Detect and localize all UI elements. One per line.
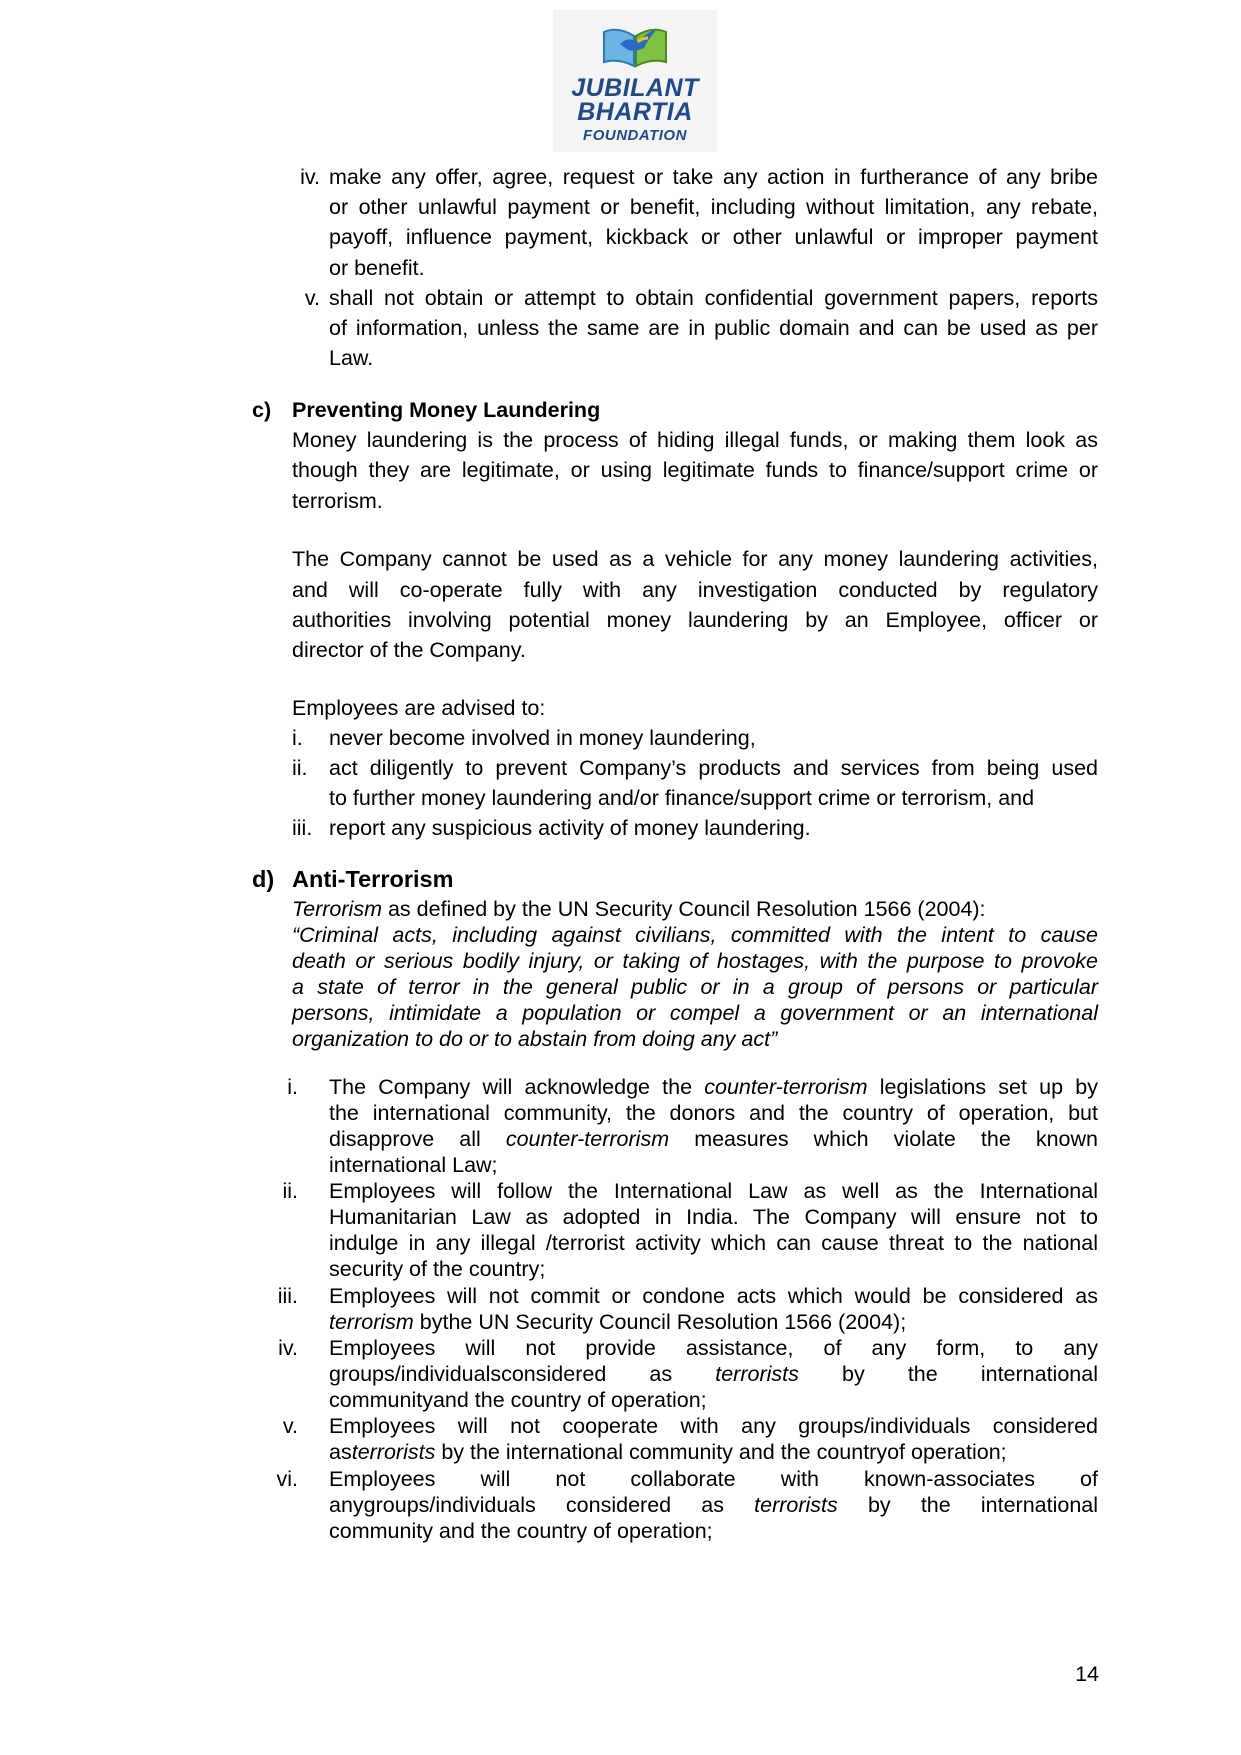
- list-item-line: [329, 1075, 1098, 1100]
- quote-line: a state of terror in the general public or in a group of persons or particular: [292, 975, 1098, 999]
- text-run: The Company will acknowledge the: [329, 1075, 705, 1099]
- text-run: measures which violate the known: [669, 1127, 1099, 1151]
- list-item-line: Employees will not commit or condone acts which would be considered as: [329, 1284, 1098, 1308]
- list-number: iv.: [300, 165, 320, 189]
- text-run: disapprove all: [329, 1127, 506, 1151]
- defined-term: Terrorism: [292, 897, 382, 921]
- list-item-line: shall not obtain or attempt to obtain confidential government papers, reports: [329, 286, 1098, 310]
- list-item-line: security of the country;: [329, 1257, 546, 1281]
- book-bird-emblem-icon: [598, 22, 672, 72]
- section-title: Anti-Terrorism: [292, 866, 454, 892]
- foundation-logo: [553, 10, 717, 152]
- list-item-line: report any suspicious activity of money laundering.: [329, 816, 811, 840]
- list-item-line: international Law;: [329, 1153, 498, 1177]
- paragraph-line: Money laundering is the process of hiding illegal funds, or making them look as: [292, 428, 1098, 452]
- text-run: by the international community and the countryof operation;: [435, 1440, 1007, 1464]
- list-number: i.: [287, 1075, 298, 1099]
- definition-source: as defined by the UN Security Council Resolution 1566 (2004):: [382, 897, 986, 921]
- quote-line: organization to do or to abstain from doing any act”: [292, 1027, 778, 1051]
- emphasis-run: counter-terrorism: [505, 1127, 670, 1151]
- logo-line-3: FOUNDATION: [583, 127, 687, 144]
- list-number: ii.: [282, 1179, 298, 1203]
- list-item-line: of information, unless the same are in public domain and can be used as per: [329, 316, 1098, 340]
- list-number: vi.: [276, 1467, 298, 1491]
- list-item-line: [329, 1127, 1098, 1152]
- list-item-line: Employees will not cooperate with any groups/individuals considered: [329, 1414, 1098, 1438]
- paragraph-line: and will co-operate fully with any investigation conducted by regulatory: [292, 578, 1098, 602]
- quote-line: “Criminal acts, including against civilians, committed with the intent to cause: [292, 923, 1098, 947]
- list-item-line: act diligently to prevent Company’s products and services from being used: [329, 756, 1098, 780]
- text-run: by the international: [798, 1362, 1098, 1386]
- list-number: iii.: [277, 1284, 298, 1308]
- logo-line-2: BHARTIA: [577, 98, 693, 126]
- paragraph-line: Employees are advised to:: [292, 696, 546, 720]
- list-item-line: or other unlawful payment or benefit, including without limitation, any rebate,: [329, 195, 1098, 219]
- list-number: ii.: [292, 756, 308, 780]
- list-item-line: to further money laundering and/or finance/support crime or terrorism, and: [329, 786, 1035, 810]
- list-item-line: Law.: [329, 346, 374, 370]
- text-run: bythe UN Security Council Resolution 1566 (2004);: [413, 1310, 907, 1334]
- text-run: by the international: [837, 1493, 1099, 1517]
- emphasis-run: terrorists: [754, 1493, 838, 1517]
- definition-line: [292, 897, 986, 922]
- list-item-line: communityand the country of operation;: [329, 1388, 707, 1412]
- list-item-line: [329, 1362, 1098, 1387]
- list-number: iv.: [278, 1336, 298, 1360]
- quote-line: persons, intimidate a population or compel a government or an international: [292, 1001, 1098, 1025]
- list-item-line: [329, 1310, 906, 1335]
- quote-line: death or serious bodily injury, or taking of hostages, with the purpose to provoke: [292, 949, 1098, 973]
- section-label: c): [252, 398, 272, 422]
- paragraph-line: authorities involving potential money laundering by an Employee, officer or: [292, 608, 1098, 632]
- list-item-line: Humanitarian Law as adopted in India. The Company will ensure not to: [329, 1205, 1098, 1229]
- emphasis-run: counter-terrorism: [704, 1075, 868, 1099]
- list-item-line: indulge in any illegal /terrorist activity which can cause threat to the national: [329, 1231, 1098, 1255]
- list-item-line: [329, 1440, 1007, 1465]
- list-item-line: Employees will follow the International Law as well as the International: [329, 1179, 1098, 1203]
- paragraph-line: terrorism.: [292, 489, 383, 513]
- paragraph-line: though they are legitimate, or using legitimate funds to finance/support crime or: [292, 458, 1098, 482]
- list-item-line: make any offer, agree, request or take any action in furtherance of any bribe: [329, 165, 1098, 189]
- list-item-line: the international community, the donors and the country of operation, but: [329, 1101, 1098, 1125]
- list-number: i.: [292, 726, 303, 750]
- list-number: v.: [282, 1414, 298, 1438]
- list-item-line: or benefit.: [329, 256, 425, 280]
- list-number: iii.: [292, 816, 313, 840]
- text-run: anygroups/individuals considered as: [329, 1493, 755, 1517]
- list-item-line: payoff, influence payment, kickback or other unlawful or improper payment: [329, 225, 1098, 249]
- logo-line-1: JUBILANT: [571, 74, 699, 102]
- list-item-line: never become involved in money laundering,: [329, 726, 756, 750]
- page-number: 14: [1075, 1662, 1099, 1686]
- list-item-line: Employees will not collaborate with known-associates of: [329, 1467, 1098, 1491]
- list-item-line: Employees will not provide assistance, of any form, to any: [329, 1336, 1098, 1360]
- paragraph-line: director of the Company.: [292, 638, 526, 662]
- list-item-line: community and the country of operation;: [329, 1519, 713, 1543]
- text-run: as: [329, 1440, 352, 1464]
- section-label: d): [252, 866, 275, 892]
- section-title: Preventing Money Laundering: [292, 398, 601, 422]
- emphasis-run: terrorists: [351, 1440, 436, 1464]
- emphasis-run: terrorism: [329, 1310, 414, 1334]
- list-number: v.: [304, 286, 320, 310]
- emphasis-run: terrorists: [715, 1362, 799, 1386]
- text-run: legislations set up by: [867, 1075, 1098, 1099]
- paragraph-line: The Company cannot be used as a vehicle for any money laundering activities,: [292, 547, 1098, 571]
- list-item-line: [329, 1493, 1098, 1518]
- text-run: groups/individualsconsidered as: [329, 1362, 716, 1386]
